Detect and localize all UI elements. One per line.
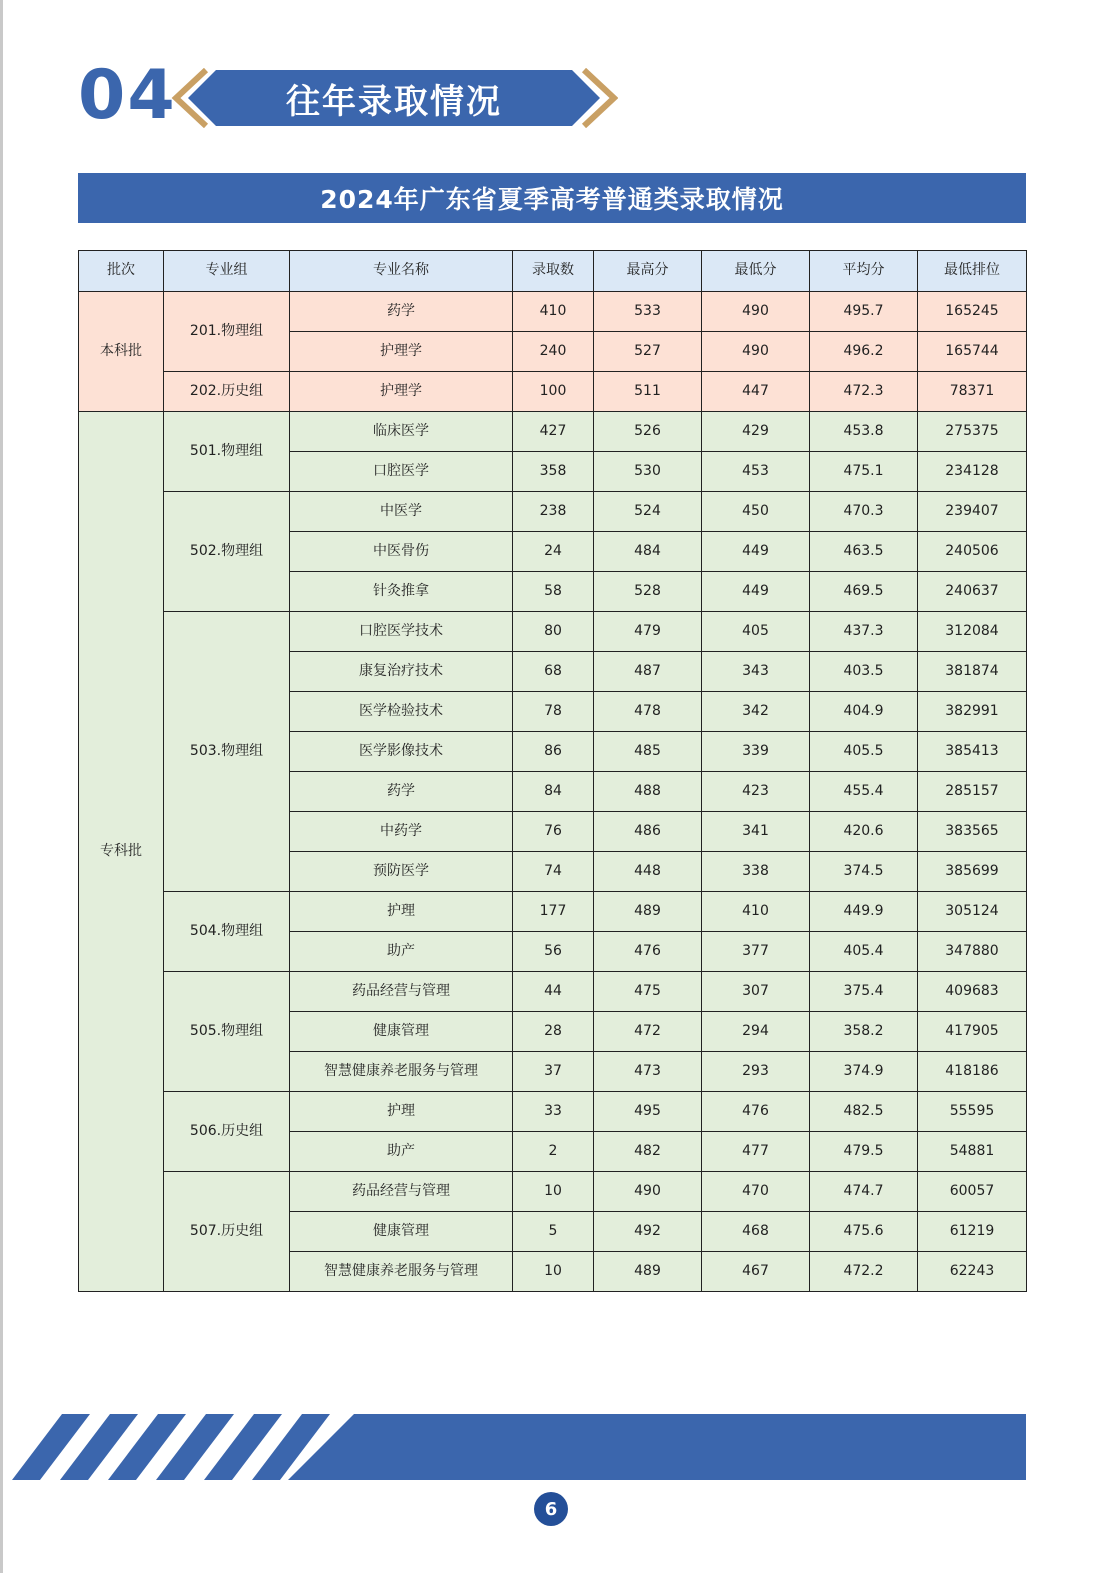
major-name-cell: 健康管理 xyxy=(290,1012,513,1052)
min-score-cell: 447 xyxy=(702,372,810,412)
header-min-score: 最低分 xyxy=(702,251,810,292)
major-name-cell: 药品经营与管理 xyxy=(290,972,513,1012)
min-rank-cell: 385413 xyxy=(918,732,1027,772)
table-body xyxy=(79,292,1027,1292)
min-score-cell: 429 xyxy=(702,412,810,452)
major-name-cell: 康复治疗技术 xyxy=(290,652,513,692)
min-score-cell: 307 xyxy=(702,972,810,1012)
min-rank-cell: 285157 xyxy=(918,772,1027,812)
min-score-cell: 294 xyxy=(702,1012,810,1052)
footer-stripe-band xyxy=(0,1412,1108,1482)
min-rank-cell: 240637 xyxy=(918,572,1027,612)
min-rank-cell: 55595 xyxy=(918,1092,1027,1132)
major-name-cell: 药品经营与管理 xyxy=(290,1172,513,1212)
max-score-cell: 530 xyxy=(594,452,702,492)
major-name-cell: 针灸推拿 xyxy=(290,572,513,612)
group-cell: 501.物理组 xyxy=(164,412,290,492)
avg-score-cell: 403.5 xyxy=(810,652,918,692)
avg-score-cell: 479.5 xyxy=(810,1132,918,1172)
avg-score-cell: 404.9 xyxy=(810,692,918,732)
major-name-cell: 中药学 xyxy=(290,812,513,852)
max-score-cell: 495 xyxy=(594,1092,702,1132)
max-score-cell: 489 xyxy=(594,892,702,932)
min-score-cell: 343 xyxy=(702,652,810,692)
min-score-cell: 293 xyxy=(702,1052,810,1092)
admitted-count-cell: 78 xyxy=(513,692,594,732)
max-score-cell: 487 xyxy=(594,652,702,692)
avg-score-cell: 453.8 xyxy=(810,412,918,452)
min-score-cell: 476 xyxy=(702,1092,810,1132)
header-admitted: 录取数 xyxy=(513,251,594,292)
major-name-cell: 医学影像技术 xyxy=(290,732,513,772)
min-score-cell: 490 xyxy=(702,332,810,372)
min-rank-cell: 239407 xyxy=(918,492,1027,532)
group-cell: 506.历史组 xyxy=(164,1092,290,1172)
major-name-cell: 临床医学 xyxy=(290,412,513,452)
min-rank-cell: 418186 xyxy=(918,1052,1027,1092)
min-rank-cell: 62243 xyxy=(918,1252,1027,1292)
admitted-count-cell: 84 xyxy=(513,772,594,812)
table-title: 2024年广东省夏季高考普通类录取情况 xyxy=(78,173,1026,223)
admitted-count-cell: 10 xyxy=(513,1252,594,1292)
major-name-cell: 口腔医学技术 xyxy=(290,612,513,652)
max-score-cell: 448 xyxy=(594,852,702,892)
admitted-count-cell: 2 xyxy=(513,1132,594,1172)
admitted-count-cell: 76 xyxy=(513,812,594,852)
max-score-cell: 526 xyxy=(594,412,702,452)
min-score-cell: 449 xyxy=(702,532,810,572)
table-row xyxy=(79,372,1027,412)
max-score-cell: 488 xyxy=(594,772,702,812)
avg-score-cell: 405.5 xyxy=(810,732,918,772)
table-header-row xyxy=(79,251,1027,292)
admitted-count-cell: 358 xyxy=(513,452,594,492)
group-cell: 507.历史组 xyxy=(164,1172,290,1292)
avg-score-cell: 374.5 xyxy=(810,852,918,892)
admitted-count-cell: 5 xyxy=(513,1212,594,1252)
min-rank-cell: 60057 xyxy=(918,1172,1027,1212)
admitted-count-cell: 100 xyxy=(513,372,594,412)
avg-score-cell: 463.5 xyxy=(810,532,918,572)
avg-score-cell: 496.2 xyxy=(810,332,918,372)
min-rank-cell: 234128 xyxy=(918,452,1027,492)
admitted-count-cell: 37 xyxy=(513,1052,594,1092)
major-name-cell: 智慧健康养老服务与管理 xyxy=(290,1252,513,1292)
avg-score-cell: 374.9 xyxy=(810,1052,918,1092)
table-row xyxy=(79,292,1027,332)
header-min-rank: 最低排位 xyxy=(918,251,1027,292)
min-score-cell: 338 xyxy=(702,852,810,892)
major-name-cell: 药学 xyxy=(290,772,513,812)
admitted-count-cell: 56 xyxy=(513,932,594,972)
major-name-cell: 中医骨伤 xyxy=(290,532,513,572)
min-rank-cell: 54881 xyxy=(918,1132,1027,1172)
group-cell: 201.物理组 xyxy=(164,292,290,372)
major-name-cell: 医学检验技术 xyxy=(290,692,513,732)
avg-score-cell: 405.4 xyxy=(810,932,918,972)
max-score-cell: 478 xyxy=(594,692,702,732)
max-score-cell: 479 xyxy=(594,612,702,652)
min-score-cell: 339 xyxy=(702,732,810,772)
min-rank-cell: 61219 xyxy=(918,1212,1027,1252)
min-score-cell: 450 xyxy=(702,492,810,532)
min-rank-cell: 385699 xyxy=(918,852,1027,892)
table-row xyxy=(79,1092,1027,1132)
table-row xyxy=(79,972,1027,1012)
max-score-cell: 492 xyxy=(594,1212,702,1252)
max-score-cell: 484 xyxy=(594,532,702,572)
max-score-cell: 489 xyxy=(594,1252,702,1292)
avg-score-cell: 449.9 xyxy=(810,892,918,932)
admitted-count-cell: 44 xyxy=(513,972,594,1012)
header-group: 专业组 xyxy=(164,251,290,292)
min-rank-cell: 165744 xyxy=(918,332,1027,372)
min-score-cell: 341 xyxy=(702,812,810,852)
admitted-count-cell: 86 xyxy=(513,732,594,772)
table-row xyxy=(79,492,1027,532)
min-score-cell: 490 xyxy=(702,292,810,332)
min-rank-cell: 381874 xyxy=(918,652,1027,692)
min-rank-cell: 275375 xyxy=(918,412,1027,452)
avg-score-cell: 475.6 xyxy=(810,1212,918,1252)
major-name-cell: 智慧健康养老服务与管理 xyxy=(290,1052,513,1092)
admitted-count-cell: 33 xyxy=(513,1092,594,1132)
min-rank-cell: 383565 xyxy=(918,812,1027,852)
major-name-cell: 护理 xyxy=(290,1092,513,1132)
major-name-cell: 中医学 xyxy=(290,492,513,532)
header-avg-score: 平均分 xyxy=(810,251,918,292)
group-cell: 503.物理组 xyxy=(164,612,290,892)
table-row xyxy=(79,412,1027,452)
major-name-cell: 健康管理 xyxy=(290,1212,513,1252)
min-rank-cell: 305124 xyxy=(918,892,1027,932)
min-score-cell: 453 xyxy=(702,452,810,492)
major-name-cell: 助产 xyxy=(290,932,513,972)
min-score-cell: 405 xyxy=(702,612,810,652)
max-score-cell: 524 xyxy=(594,492,702,532)
avg-score-cell: 475.1 xyxy=(810,452,918,492)
header-major: 专业名称 xyxy=(290,251,513,292)
table-row xyxy=(79,612,1027,652)
max-score-cell: 511 xyxy=(594,372,702,412)
min-score-cell: 477 xyxy=(702,1132,810,1172)
header-max-score: 最高分 xyxy=(594,251,702,292)
max-score-cell: 528 xyxy=(594,572,702,612)
admitted-count-cell: 177 xyxy=(513,892,594,932)
section-title: 往年录取情况 xyxy=(286,81,502,122)
min-rank-cell: 312084 xyxy=(918,612,1027,652)
admitted-count-cell: 238 xyxy=(513,492,594,532)
min-rank-cell: 165245 xyxy=(918,292,1027,332)
min-rank-cell: 78371 xyxy=(918,372,1027,412)
admitted-count-cell: 410 xyxy=(513,292,594,332)
table-row xyxy=(79,1172,1027,1212)
avg-score-cell: 375.4 xyxy=(810,972,918,1012)
avg-score-cell: 472.2 xyxy=(810,1252,918,1292)
avg-score-cell: 437.3 xyxy=(810,612,918,652)
admitted-count-cell: 28 xyxy=(513,1012,594,1052)
batch-cell: 专科批 xyxy=(79,412,164,1292)
min-score-cell: 467 xyxy=(702,1252,810,1292)
avg-score-cell: 469.5 xyxy=(810,572,918,612)
max-score-cell: 485 xyxy=(594,732,702,772)
min-score-cell: 377 xyxy=(702,932,810,972)
admitted-count-cell: 58 xyxy=(513,572,594,612)
group-cell: 202.历史组 xyxy=(164,372,290,412)
admitted-count-cell: 427 xyxy=(513,412,594,452)
avg-score-cell: 470.3 xyxy=(810,492,918,532)
max-score-cell: 475 xyxy=(594,972,702,1012)
max-score-cell: 476 xyxy=(594,932,702,972)
max-score-cell: 482 xyxy=(594,1132,702,1172)
min-rank-cell: 382991 xyxy=(918,692,1027,732)
min-score-cell: 449 xyxy=(702,572,810,612)
min-rank-cell: 240506 xyxy=(918,532,1027,572)
min-score-cell: 410 xyxy=(702,892,810,932)
avg-score-cell: 358.2 xyxy=(810,1012,918,1052)
section-number: 04 xyxy=(78,56,177,135)
major-name-cell: 护理 xyxy=(290,892,513,932)
major-name-cell: 助产 xyxy=(290,1132,513,1172)
header-batch: 批次 xyxy=(79,251,164,292)
admitted-count-cell: 80 xyxy=(513,612,594,652)
admitted-count-cell: 10 xyxy=(513,1172,594,1212)
avg-score-cell: 472.3 xyxy=(810,372,918,412)
max-score-cell: 490 xyxy=(594,1172,702,1212)
min-score-cell: 423 xyxy=(702,772,810,812)
max-score-cell: 472 xyxy=(594,1012,702,1052)
page-edge xyxy=(0,0,3,1573)
group-cell: 504.物理组 xyxy=(164,892,290,972)
admitted-count-cell: 24 xyxy=(513,532,594,572)
admitted-count-cell: 74 xyxy=(513,852,594,892)
major-name-cell: 护理学 xyxy=(290,372,513,412)
avg-score-cell: 482.5 xyxy=(810,1092,918,1132)
min-rank-cell: 417905 xyxy=(918,1012,1027,1052)
group-cell: 505.物理组 xyxy=(164,972,290,1092)
min-rank-cell: 347880 xyxy=(918,932,1027,972)
max-score-cell: 473 xyxy=(594,1052,702,1092)
avg-score-cell: 495.7 xyxy=(810,292,918,332)
admitted-count-cell: 68 xyxy=(513,652,594,692)
page-number-badge: 6 xyxy=(534,1492,568,1526)
admission-table xyxy=(78,250,1027,1292)
max-score-cell: 486 xyxy=(594,812,702,852)
table-row xyxy=(79,892,1027,932)
avg-score-cell: 474.7 xyxy=(810,1172,918,1212)
major-name-cell: 口腔医学 xyxy=(290,452,513,492)
major-name-cell: 护理学 xyxy=(290,332,513,372)
max-score-cell: 527 xyxy=(594,332,702,372)
min-rank-cell: 409683 xyxy=(918,972,1027,1012)
min-score-cell: 470 xyxy=(702,1172,810,1212)
min-score-cell: 342 xyxy=(702,692,810,732)
major-name-cell: 预防医学 xyxy=(290,852,513,892)
major-name-cell: 药学 xyxy=(290,292,513,332)
section-banner xyxy=(170,68,618,128)
admitted-count-cell: 240 xyxy=(513,332,594,372)
avg-score-cell: 420.6 xyxy=(810,812,918,852)
min-score-cell: 468 xyxy=(702,1212,810,1252)
max-score-cell: 533 xyxy=(594,292,702,332)
batch-cell: 本科批 xyxy=(79,292,164,412)
group-cell: 502.物理组 xyxy=(164,492,290,612)
avg-score-cell: 455.4 xyxy=(810,772,918,812)
